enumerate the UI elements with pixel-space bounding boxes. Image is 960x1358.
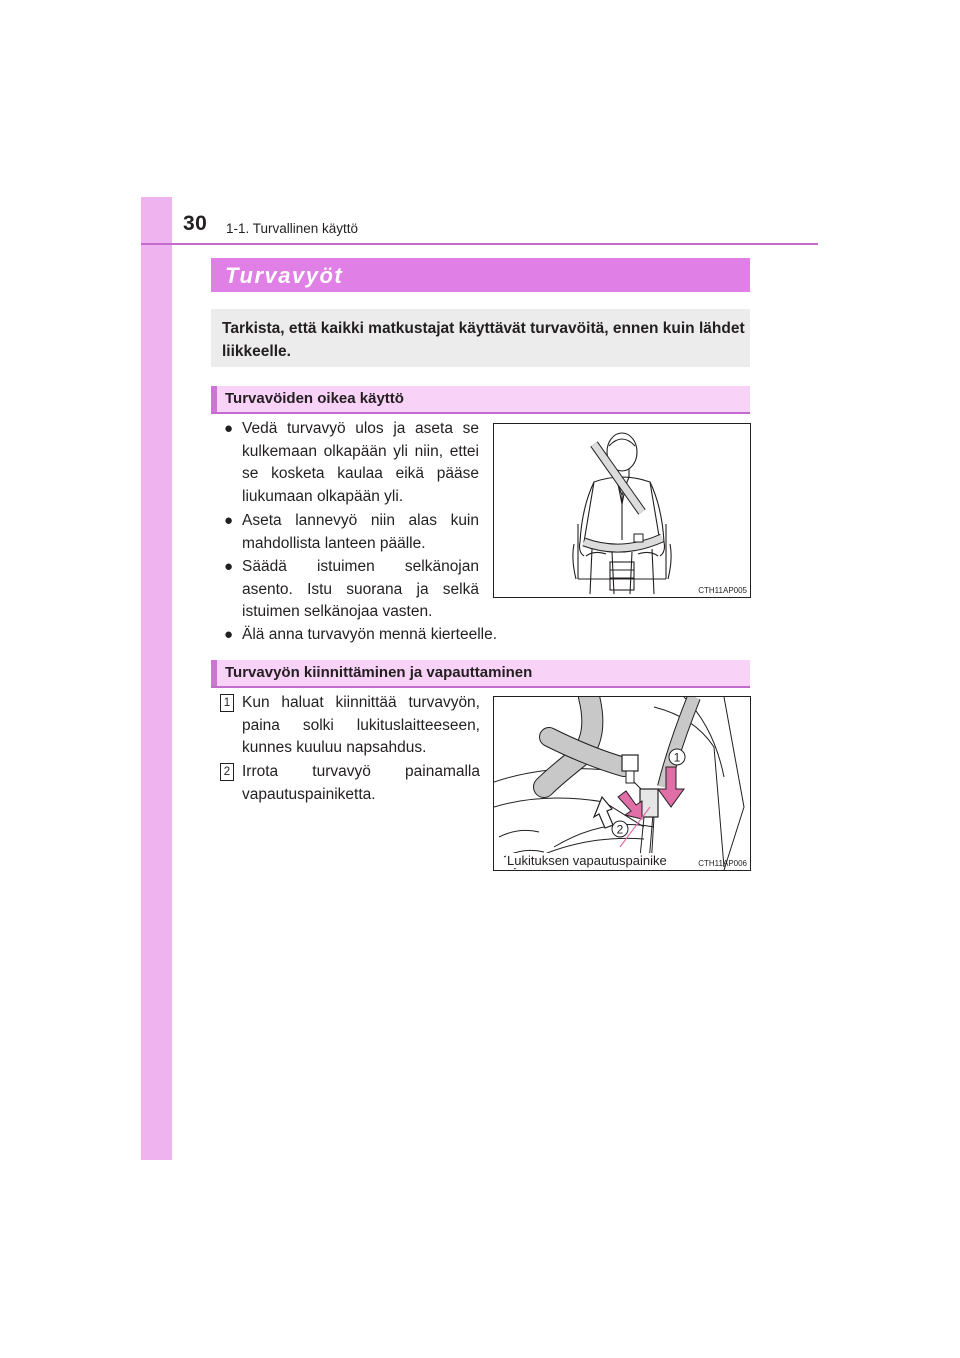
figure-code: CTH11AP005 (698, 586, 747, 595)
buckle-figure (493, 696, 751, 871)
step-number: 1 (220, 694, 234, 712)
bullet-item (224, 510, 479, 555)
intro-box (211, 309, 750, 367)
header-rule (141, 243, 818, 245)
seated-person-figure (493, 423, 751, 598)
bullet-icon: ● (224, 626, 234, 643)
bullet-item (224, 556, 479, 624)
page-number: 30 (183, 212, 208, 235)
bullet-item (224, 624, 644, 647)
bullet-text: Vedä turvavyö ulos ja aseta se kulkemaan olkapään yli niin, ettei se kosketa kaulaa eikä pääse liukumaan olkapään yli. (242, 420, 479, 506)
buckle-illustration (494, 697, 750, 870)
callout-2: 2 (616, 822, 624, 837)
step-item (220, 692, 480, 760)
subheading-text: Turvavöiden oikea käyttö (225, 390, 404, 407)
seated-person-illustration (494, 424, 750, 597)
subheading-text: Turvavyön kiinnittäminen ja vapauttaminen (225, 664, 533, 681)
bullet-icon: ● (224, 512, 234, 529)
figure-label: Lukituksen vapautuspainike (507, 853, 667, 868)
bullet-icon: ● (224, 420, 234, 437)
bullet-text: Älä anna turvavyön mennä kierteelle. (242, 626, 498, 643)
step-text: Kun haluat kiinnittää turvavyön, paina solki lukituslaitteeseen, kunnes kuuluu napsahdus. (242, 694, 480, 757)
page-title: Turvavyöt (225, 263, 344, 288)
intro-text: Tarkista, että kaikki matkustajat käyttävät turvavöitä, ennen kuin lähdet liikkeelle. (222, 320, 745, 360)
subheading-correct-use (211, 386, 750, 414)
step-text: Irrota turvavyö painamalla vapautuspainiketta. (242, 763, 480, 803)
figure-code: CTH11AP006 (698, 859, 747, 868)
title-bar (211, 258, 750, 292)
bullet-text: Aseta lannevyö niin alas kuin mahdollista lanteen päälle. (242, 512, 479, 552)
running-header: 1-1. Turvallinen käyttö (226, 221, 359, 236)
subheading-fasten-release (211, 660, 750, 688)
bullet-item (224, 418, 479, 509)
side-tab-strip (141, 197, 172, 1160)
bullet-icon: ● (224, 558, 234, 575)
step-item (220, 761, 480, 806)
callout-1: 1 (673, 750, 681, 765)
step-number: 2 (220, 763, 234, 781)
bullet-text: Säädä istuimen selkänojan asento. Istu suorana ja selkä istuimen selkänojaa vasten. (242, 558, 479, 621)
